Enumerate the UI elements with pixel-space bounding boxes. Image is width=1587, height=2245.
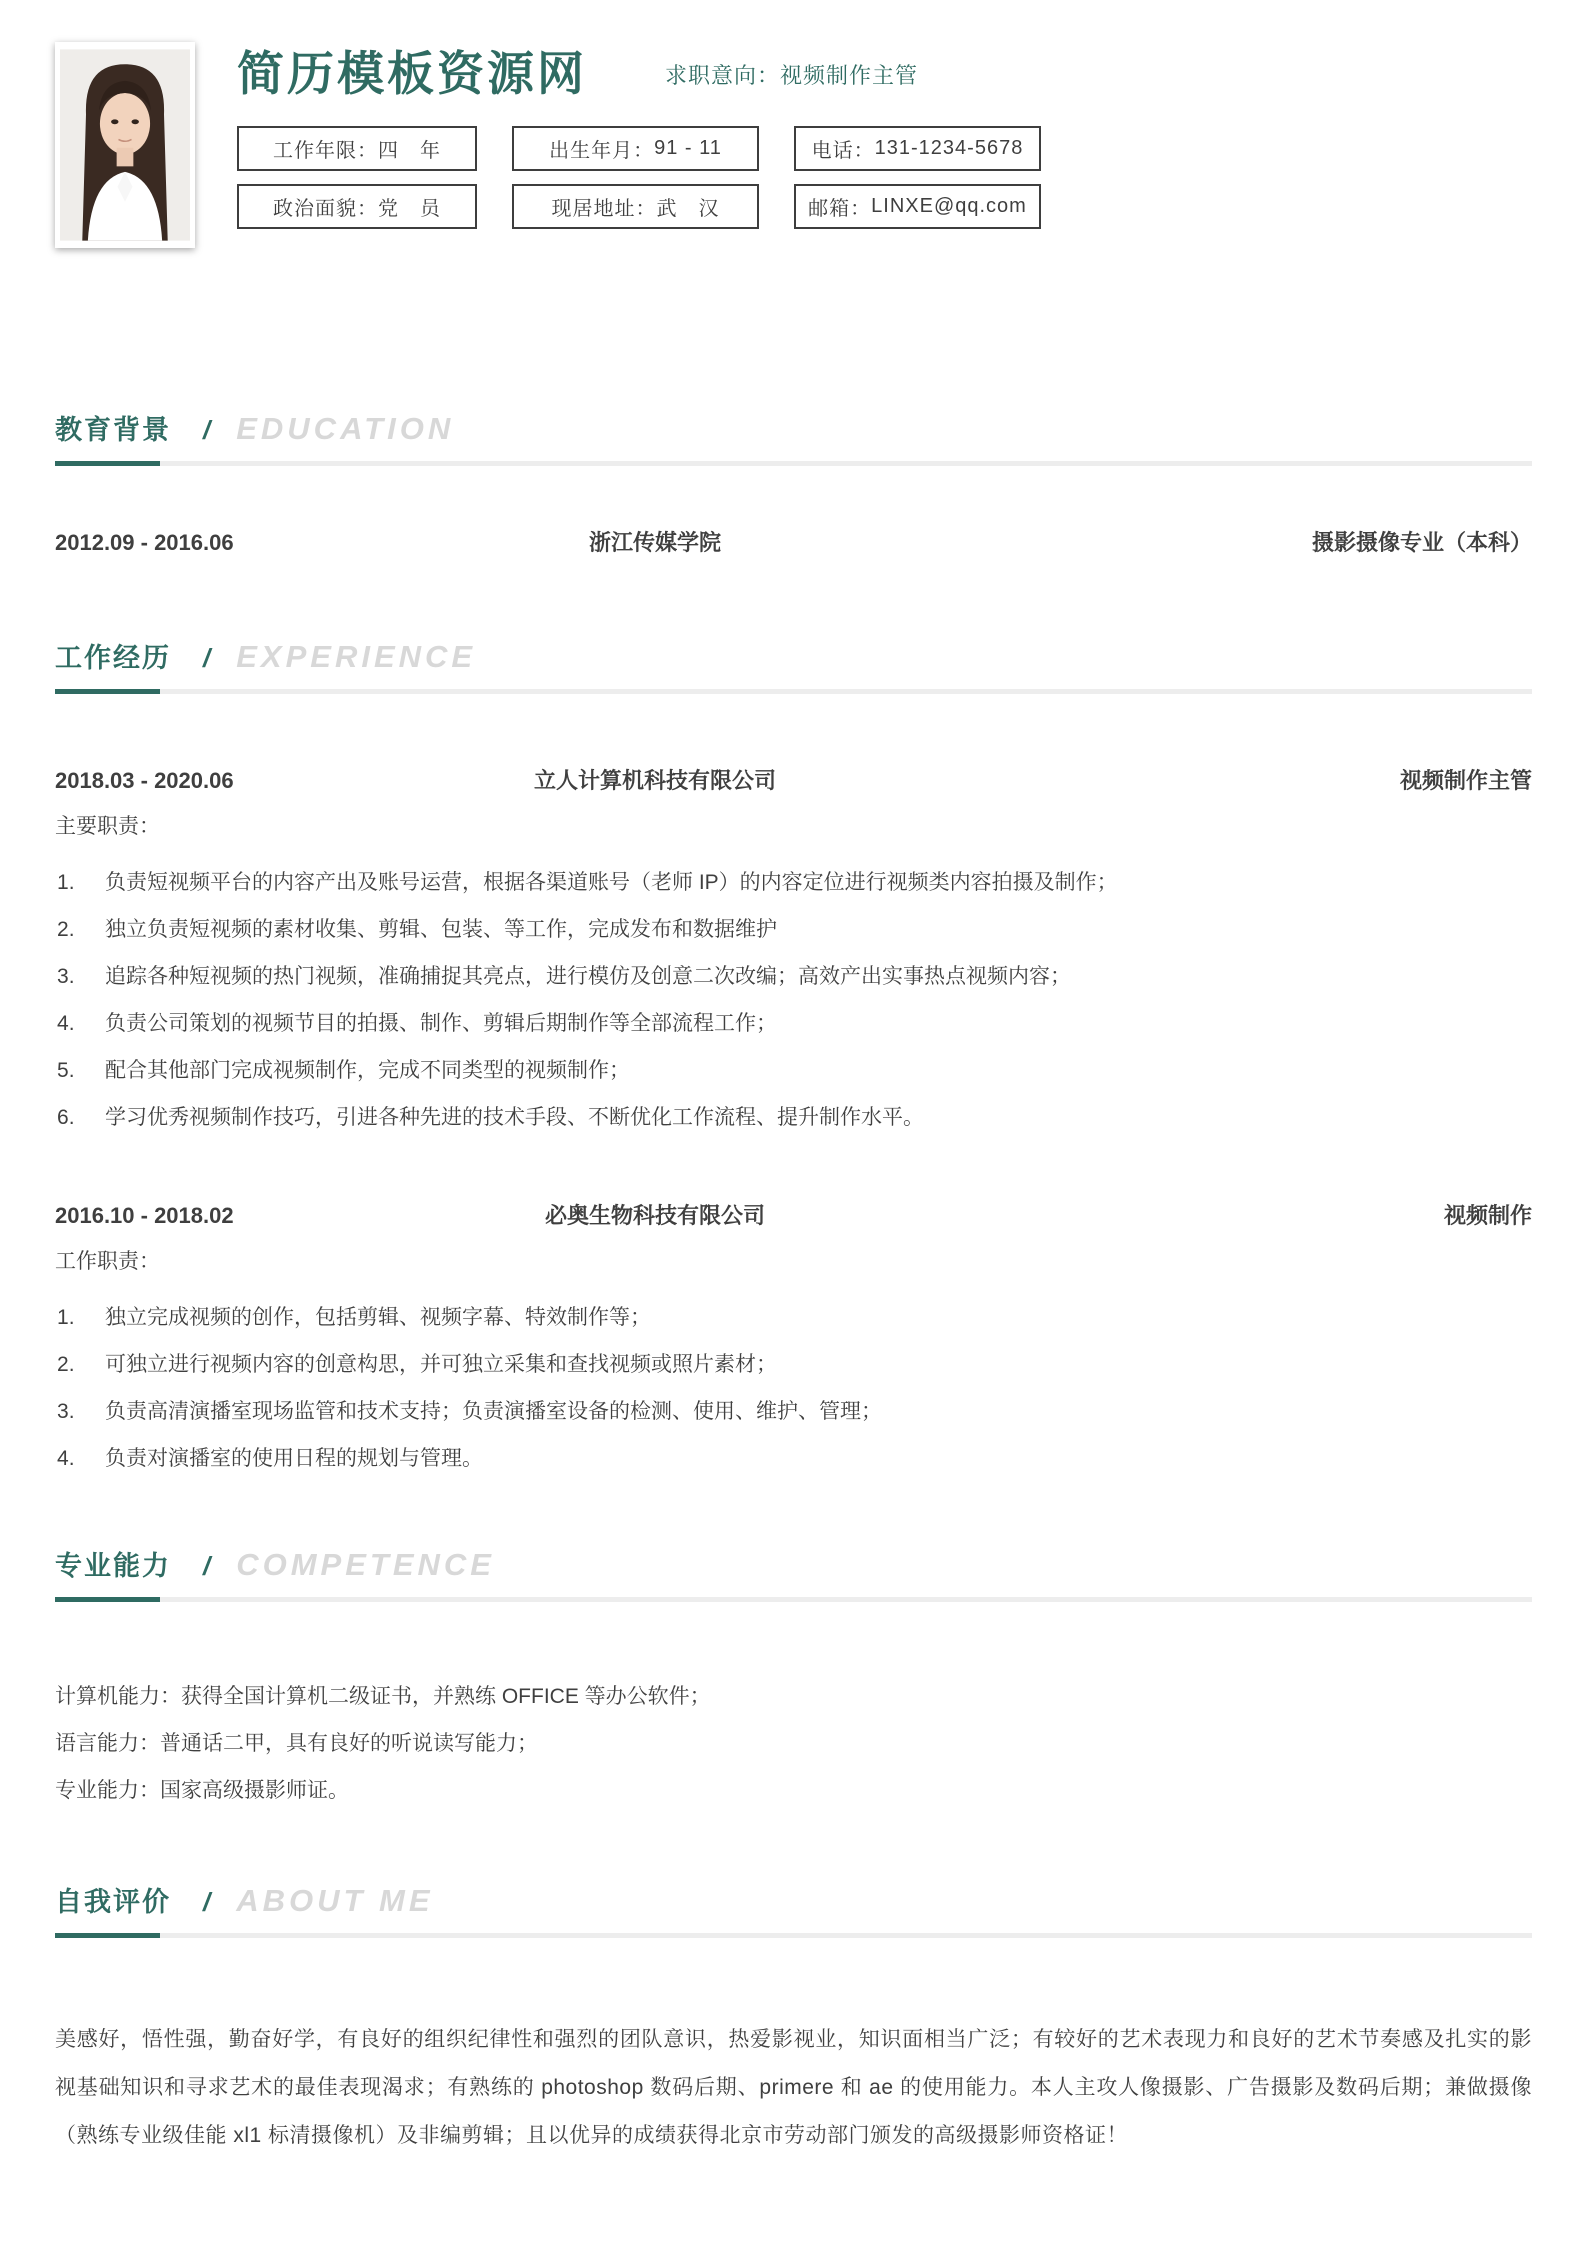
section-title-en: COMPETENCE [236,1547,495,1582]
education-major: 摄影摄像专业（本科） [1311,530,1532,555]
about-paragraph: 美感好，悟性强，勤奋好学，有良好的组织纪律性和强烈的团队意识，热爱影视业，知识面相当广泛；有较好的艺术表现力和良好的艺术节奏感及扎实的影视基础知识和寻求艺术的最佳表现渴求；有熟练的 photoshop 数码后期、primere 和 ae 的使用能力。本人主攻人像摄影、广告摄影及数码后期；兼做摄像（熟练专业级佳能 xl1 标清摄像机）及非编剪辑；且以优异的成绩获得北京市劳动部门颁发的高级摄影师资格证！ [55,2028,1532,2147]
duty-text: 负责公司策划的视频节目的拍摄、制作、剪辑后期制作等全部流程工作； [105,1012,777,1035]
section-title-cn: 自我评价 [55,1887,171,1917]
slash-divider: / [203,643,211,673]
duty-text: 负责高清演播室现场监管和技术支持；负责演播室设备的检测、使用、维护、管理； [105,1400,882,1423]
section-title-en: EDUCATION [236,411,455,446]
job-company: 必奥生物科技有限公司 [544,1203,765,1228]
section-about-header [55,1880,1532,1919]
job-company: 立人计算机科技有限公司 [533,768,776,793]
duty-text: 追踪各种短视频的热门视频，准确捕捉其亮点，进行模仿及创意二次改编；高效产出实事热点视频内容； [105,965,1071,988]
job-period: 2018.03 - 2020.06 [55,768,234,793]
section-underline [55,461,1532,466]
job-role: 视频制作主管 [1399,768,1532,793]
section-underline [55,689,1532,694]
competence-line-computer: 计算机能力：获得全国计算机二级证书，并熟练 OFFICE 等办公软件； [55,1685,711,1708]
section-title-en: EXPERIENCE [236,639,477,674]
info-label: 电话： [811,140,875,162]
underline-accent [55,1933,160,1938]
info-label: 出生年月： [549,140,655,162]
duty-text: 配合其他部门完成视频制作，完成不同类型的视频制作； [105,1059,630,1082]
info-box-address [512,184,759,229]
info-value: 四 年 [378,140,441,162]
duty-item [55,1056,1532,1086]
section-experience [55,636,1532,1474]
job-intent-label: 求职意向： [665,62,781,88]
info-label: 现居地址： [551,198,657,220]
education-row [55,528,1532,558]
duty-text: 负责短视频平台的内容产出及账号运营，根据各渠道账号（老师 IP）的内容定位进行视频类内容拍摄及制作； [105,871,1118,894]
duty-item [55,915,1532,945]
duty-item [55,1303,1532,1333]
info-value: 131-1234-5678 [874,137,1024,159]
section-education [55,408,1532,558]
duty-text: 学习优秀视频制作技巧，引进各种先进的技术手段、不断优化工作流程、提升制作水平。 [105,1106,924,1129]
info-label: 邮箱： [808,198,872,220]
duty-list [55,868,1532,1133]
duty-item [55,1103,1532,1133]
section-title-cn: 工作经历 [55,643,171,673]
slash-divider: / [203,1887,211,1917]
section-title-cn: 专业能力 [55,1551,171,1581]
duty-label: 工作职责： [55,1250,160,1273]
duty-text: 可独立进行视频内容的创意构思，并可独立采集和查找视频或照片素材； [105,1353,777,1376]
info-label: 政治面貌： [273,198,378,220]
underline-accent [55,461,160,466]
competence-line-language: 语言能力：普通话二甲，具有良好的听说读写能力； [55,1732,538,1755]
section-underline [55,1597,1532,1602]
job-block-1 [55,766,1532,1133]
job-intent [665,59,918,90]
page-title: 简历模板资源网 [237,47,587,100]
info-value: 91 - 11 [654,137,722,159]
job-intent-value: 视频制作主管 [780,62,919,88]
job-period: 2016.10 - 2018.02 [55,1203,234,1228]
education-school: 浙江传媒学院 [588,530,721,555]
section-competence-header [55,1544,1532,1583]
section-competence [55,1544,1532,1806]
competence-line-professional: 专业能力：国家高级摄影师证。 [55,1779,349,1802]
job-block-2 [55,1201,1532,1474]
section-title-cn: 教育背景 [55,415,171,445]
duty-item [55,1350,1532,1380]
slash-divider: / [203,1551,211,1581]
info-value: LINXE@qq.com [871,195,1027,217]
duty-item [55,1009,1532,1039]
slash-divider: / [203,415,211,445]
job-header-row [55,766,1532,796]
header [55,42,1532,248]
info-grid [237,126,1532,229]
section-title-en: ABOUT ME [236,1883,434,1918]
duty-list [55,1303,1532,1474]
underline-accent [55,1597,160,1602]
duty-text: 独立负责短视频的素材收集、剪辑、包装、等工作，完成发布和数据维护 [105,918,777,941]
duty-item [55,868,1532,898]
duty-label: 主要职责： [55,815,160,838]
title-row [237,46,1532,102]
info-value: 党 员 [378,198,441,220]
education-period: 2012.09 - 2016.06 [55,530,234,555]
section-experience-header [55,636,1532,675]
info-box-political-status [237,184,477,229]
info-box-phone [794,126,1041,171]
info-box-email [794,184,1041,229]
competence-lines [55,1682,1532,1806]
portrait-illustration [60,47,190,243]
duty-item [55,962,1532,992]
info-box-birth [512,126,759,171]
info-value: 武 汉 [656,198,720,220]
info-label: 工作年限： [273,140,378,162]
section-education-header [55,408,1532,447]
duty-item [55,1397,1532,1427]
header-main [237,42,1532,248]
job-header-row [55,1201,1532,1231]
section-about [55,1880,1532,2160]
duty-item [55,1444,1532,1474]
duty-text: 独立完成视频的创作，包括剪辑、视频字幕、特效制作等； [105,1306,651,1329]
section-underline [55,1933,1532,1938]
info-box-work-years [237,126,477,171]
job-role: 视频制作 [1443,1203,1532,1228]
profile-photo [55,42,195,248]
underline-accent [55,689,160,694]
duty-text: 负责对演播室的使用日程的规划与管理。 [105,1447,483,1470]
